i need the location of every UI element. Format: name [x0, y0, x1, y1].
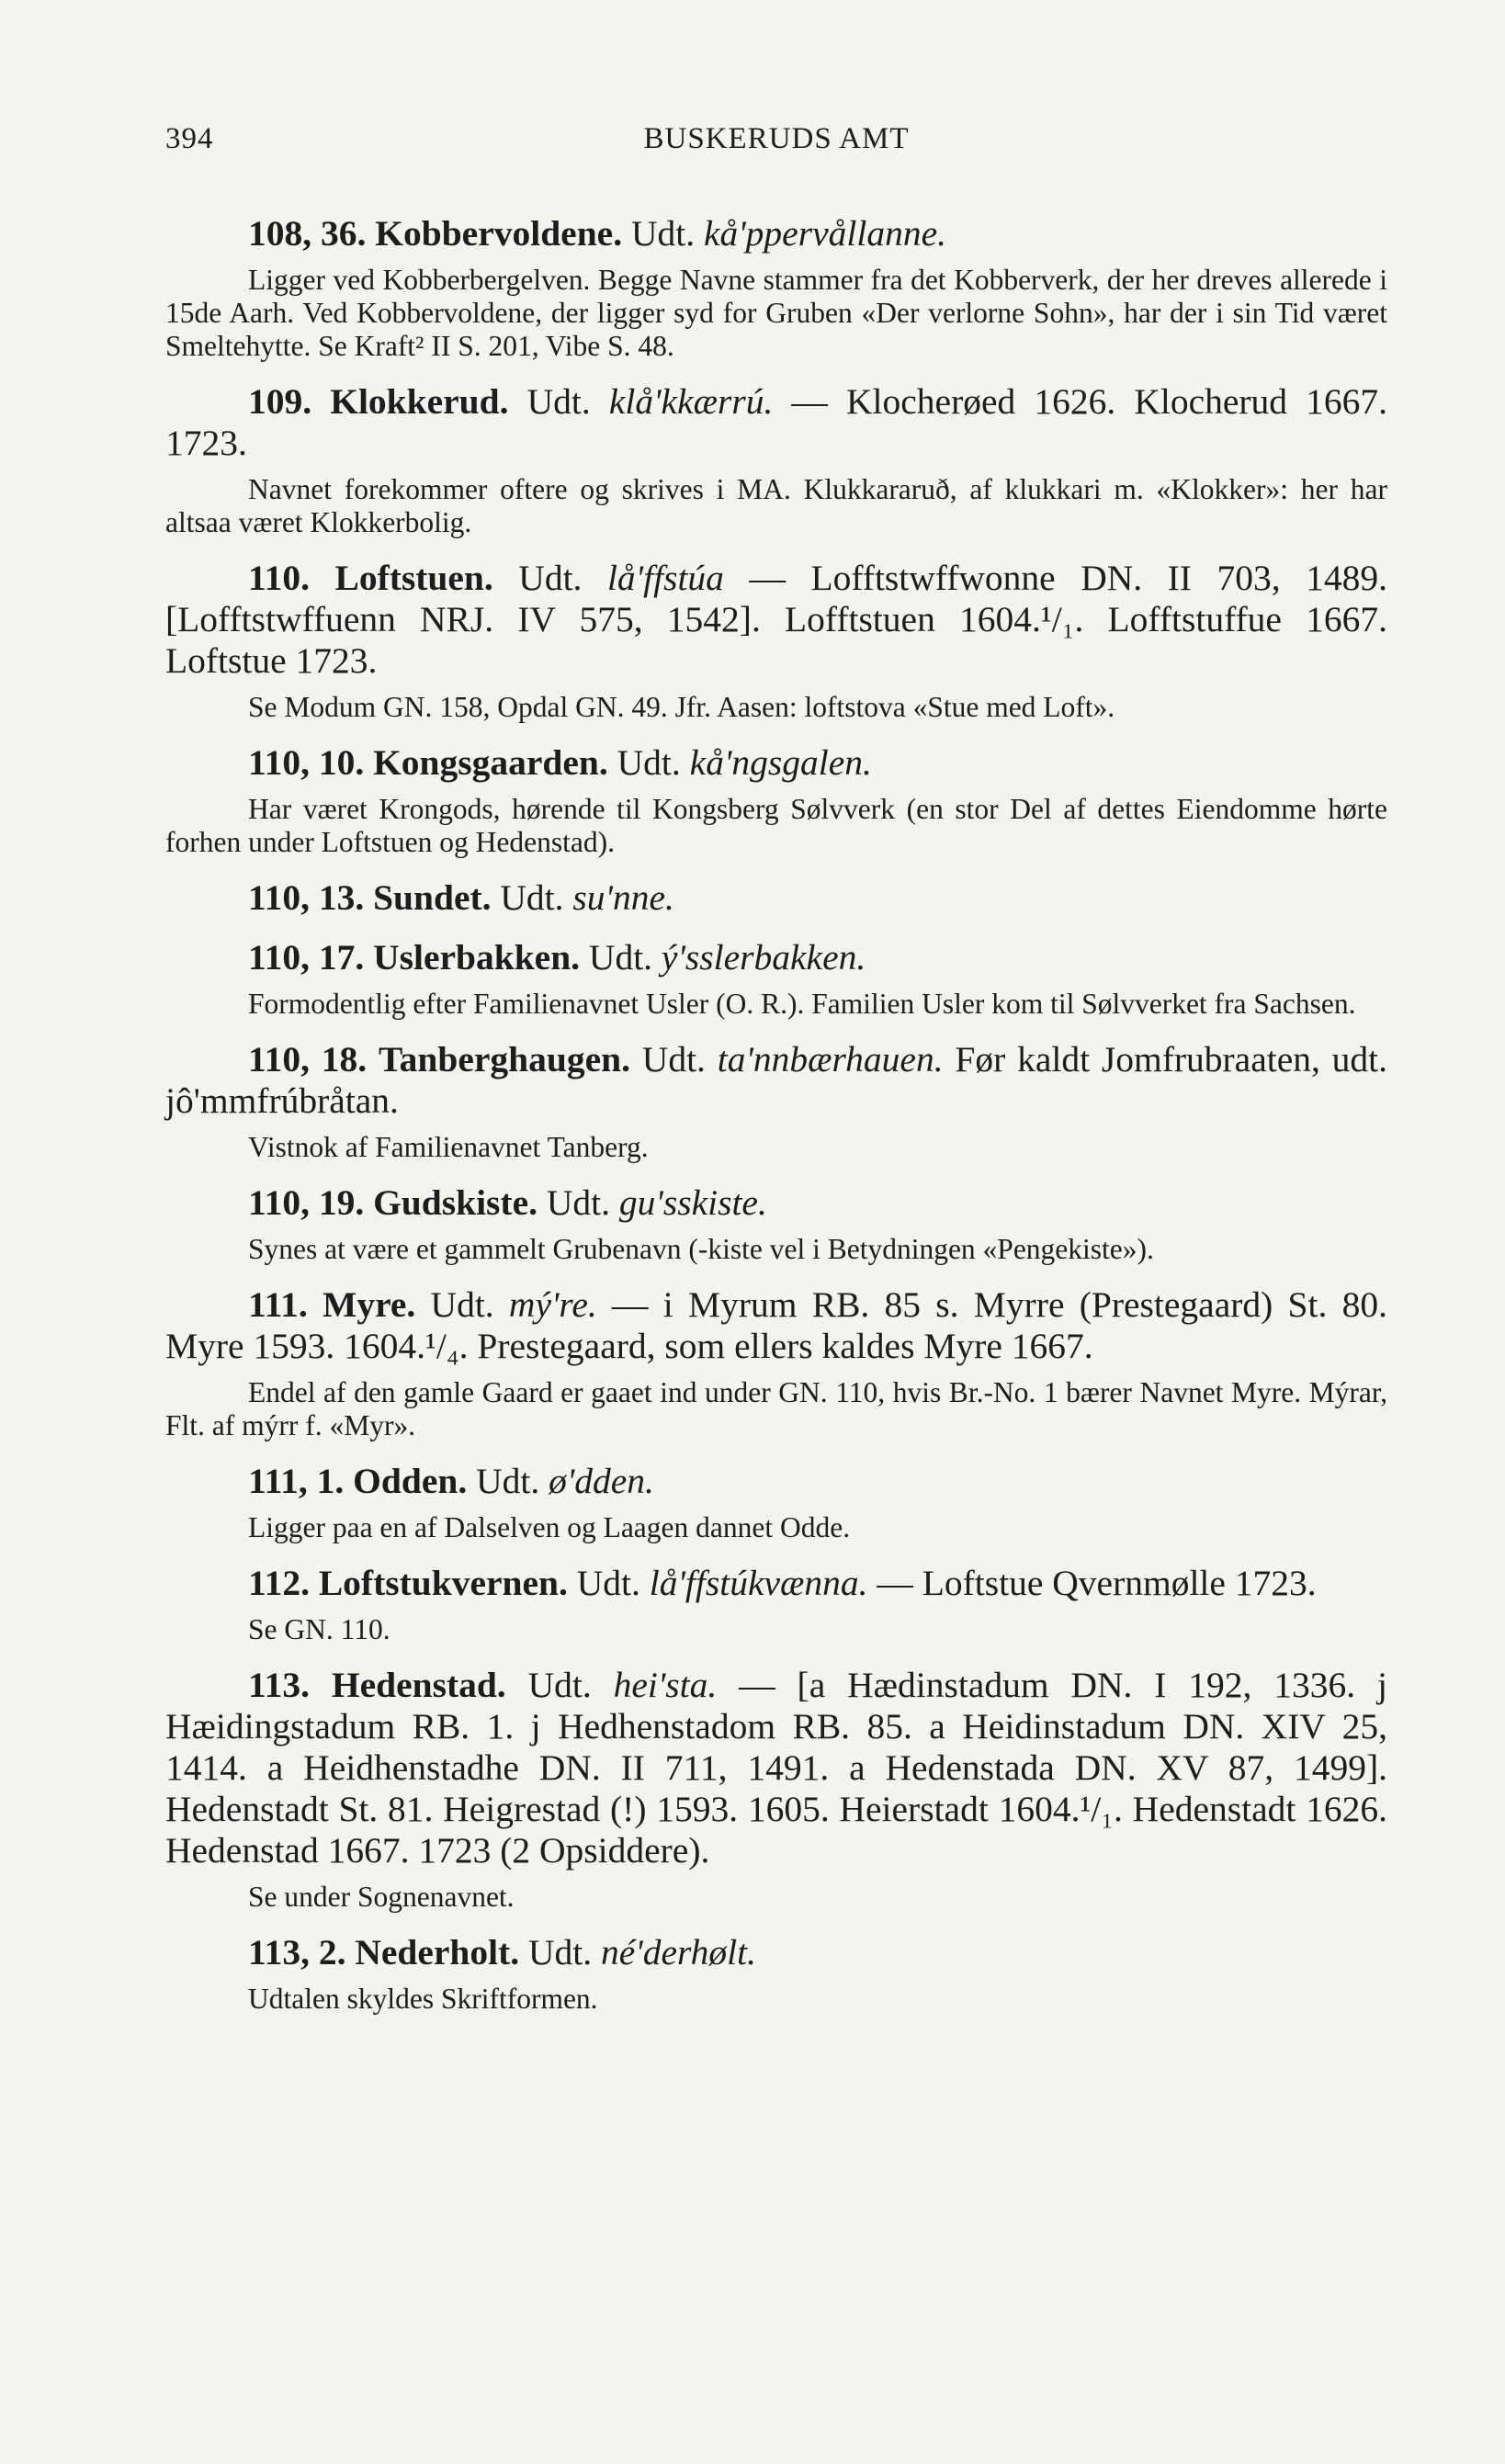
pronunciation-label: Udt.	[518, 558, 583, 598]
entry-forms: — [a Hædinstadum DN. I 192, 1336. j Hæidingstadum RB. 1. j Hedhenstadom RB. 85. a Heidinstadum DN. XIV 25, 1414. a Heidhenstadhe DN. II 711, 1491. a Hedenstada DN. XV 87, 1499]. Hedenstadt St. 81. Heigrestad (!) 1593. 1605. Heierstadt 1604.¹/₁. Hedenstadt 1626. Hedenstad 1667. 1723 (2 Opsiddere).	[165, 1665, 1388, 1871]
entry-pronunciation: hei'sta.	[613, 1665, 718, 1705]
entry-headline	[165, 877, 1387, 919]
entry-name: Klokkerud.	[330, 381, 509, 422]
place-entry	[165, 742, 1387, 859]
entry-headline	[165, 381, 1387, 464]
entry-headline	[165, 558, 1387, 682]
pronunciation-label: Udt.	[576, 1563, 640, 1603]
entry-number: 110.	[248, 558, 310, 598]
place-entry	[165, 877, 1387, 919]
entry-pronunciation: mý're.	[508, 1284, 597, 1325]
entry-headline	[165, 742, 1387, 784]
entry-name: Kongsgaarden.	[373, 742, 608, 783]
entry-pronunciation: klå'kkærrú.	[608, 381, 774, 422]
place-entry	[165, 1932, 1387, 2016]
pronunciation-label: Udt.	[500, 877, 564, 918]
entry-number: 113.	[248, 1665, 310, 1705]
entry-forms: — i Myrum RB. 85 s. Myrre (Prestegaard) St. 80. Myre 1593. 1604.¹/₄. Prestegaard, som ellers kaldes Myre 1667.	[165, 1284, 1387, 1366]
entry-number: 108, 36.	[248, 213, 367, 254]
entry-name: Kobbervoldene.	[375, 213, 623, 254]
place-entry	[165, 1039, 1387, 1164]
entry-note: Se Modum GN. 158, Opdal GN. 49. Jfr. Aasen: loftstova «Stue med Loft».	[248, 691, 1115, 723]
entry-name: Myre.	[322, 1284, 416, 1325]
place-entry	[165, 1182, 1387, 1266]
entry-name: Gudskiste.	[373, 1182, 538, 1223]
entry-name: Loftstuen.	[334, 558, 493, 598]
entry-pronunciation: kå'ppervållanne.	[703, 213, 946, 254]
entry-pronunciation: su'nne.	[572, 877, 674, 918]
running-title: BUSKERUDS AMT	[643, 122, 910, 155]
entry-note: Se GN. 110.	[248, 1613, 390, 1645]
entry-note: Synes at være et gammelt Grubenavn (-kiste vel i Betydningen «Pengekiste»).	[248, 1233, 1154, 1265]
entry-number: 113, 2.	[248, 1932, 346, 1972]
entry-name: Loftstukvernen.	[318, 1563, 568, 1603]
place-entry	[165, 937, 1387, 1021]
pronunciation-label: Udt.	[528, 1932, 593, 1972]
pronunciation-label: Udt.	[588, 937, 653, 978]
entry-note: Ligger ved Kobberbergelven. Begge Navne stammer fra det Kobberverk, der her dreves allerede i 15de Aarh. Ved Kobbervoldene, der ligger syd for Gruben «Der verlorne Sohn», har der i sin Tid været Smeltehytte. Se Kraft² II S. 201, Vibe S. 48.	[165, 264, 1387, 362]
entry-number: 110, 17.	[248, 937, 365, 978]
entry-headline	[165, 1932, 1387, 1973]
entry-name: Hedenstad.	[331, 1665, 506, 1705]
entry-headline	[165, 1182, 1387, 1224]
entry-pronunciation: ø'dden.	[549, 1461, 654, 1501]
pronunciation-label: Udt.	[476, 1461, 540, 1501]
entries-list	[165, 213, 1387, 2016]
entry-name: Nederholt.	[355, 1932, 520, 1972]
pronunciation-label: Udt.	[641, 1039, 706, 1079]
entry-name: Odden.	[353, 1461, 468, 1501]
pronunciation-label: Udt.	[617, 742, 681, 783]
entry-number: 110, 19.	[248, 1182, 365, 1223]
entry-headline	[165, 1665, 1387, 1871]
pronunciation-label: Udt.	[546, 1182, 610, 1223]
place-entry	[165, 558, 1387, 724]
entry-pronunciation: gu'sskiste.	[618, 1182, 767, 1223]
entry-headline	[165, 937, 1387, 978]
entry-number: 110, 18.	[248, 1039, 368, 1079]
entry-note: Endel af den gamle Gaard er gaaet ind under GN. 110, hvis Br.-No. 1 bærer Navnet Myre. Mýrar, Flt. af mýrr f. «Myr».	[165, 1376, 1387, 1441]
pronunciation-label: Udt.	[630, 213, 696, 254]
entry-note: Har været Krongods, hørende til Kongsberg Sølvverk (en stor Del af dettes Eiendomme hørte forhen under Loftstuen og Hedenstad).	[165, 793, 1387, 858]
entry-note: Formodentlig efter Familienavnet Usler (O. R.). Familien Usler kom til Sølvverket fra Sachsen.	[248, 988, 1356, 1020]
entry-pronunciation: ý'sslerbakken.	[661, 937, 866, 978]
entry-pronunciation: lå'ffstúkvænna.	[649, 1563, 868, 1603]
entry-forms: — Loftstue Qvernmølle 1723.	[867, 1563, 1317, 1603]
entry-note: Vistnok af Familienavnet Tanberg.	[248, 1131, 649, 1163]
entry-headline	[165, 1284, 1387, 1367]
entry-headline	[165, 1039, 1387, 1122]
entry-number: 110, 10.	[248, 742, 365, 783]
pronunciation-label: Udt.	[527, 1665, 592, 1705]
entry-headline	[165, 213, 1387, 254]
entry-pronunciation: né'derhølt.	[601, 1932, 757, 1972]
place-entry	[165, 381, 1387, 539]
entry-note: Navnet forekommer oftere og skrives i MA. Klukkararuð, af klukkari m. «Klokker»: her har altsaa været Klokkerbolig.	[165, 473, 1387, 538]
running-head	[165, 122, 1387, 159]
entry-number: 110, 13.	[248, 877, 365, 918]
place-entry	[165, 1665, 1387, 1914]
pronunciation-label: Udt.	[526, 381, 591, 422]
entry-headline	[165, 1461, 1387, 1502]
pronunciation-label: Udt.	[430, 1284, 494, 1325]
entry-forms: — Klocherøed 1626. Klocherud 1667. 1723.	[165, 381, 1388, 463]
entry-pronunciation: kå'ngsgalen.	[689, 742, 872, 783]
entry-number: 112.	[248, 1563, 310, 1603]
entry-forms: Før kaldt Jomfrubraaten, udt. jô'mmfrúbråtan.	[165, 1039, 1388, 1121]
page-number: 394	[165, 122, 214, 155]
place-entry	[165, 1563, 1387, 1646]
place-entry	[165, 1284, 1387, 1442]
entry-name: Tanberghaugen.	[378, 1039, 630, 1079]
entry-number: 111.	[248, 1284, 308, 1325]
entry-pronunciation: ta'nnbærhauen.	[717, 1039, 944, 1079]
entry-number: 109.	[248, 381, 312, 422]
entry-pronunciation: lå'ffstúa	[606, 558, 724, 598]
entry-note: Ligger paa en af Dalselven og Laagen dannet Odde.	[248, 1511, 851, 1543]
entry-headline	[165, 1563, 1387, 1604]
entry-note: Udtalen skyldes Skriftformen.	[248, 1983, 598, 2015]
entry-name: Uslerbakken.	[373, 937, 581, 978]
place-entry	[165, 213, 1387, 363]
place-entry	[165, 1461, 1387, 1544]
entry-note: Se under Sognenavnet.	[248, 1881, 515, 1913]
entry-number: 111, 1.	[248, 1461, 345, 1501]
entry-name: Sundet.	[373, 877, 492, 918]
entry-forms: — Lofftstwffwonne DN. II 703, 1489. [Lofftstwffuenn NRJ. IV 575, 1542]. Lofftstuen 1604.¹/₁. Lofftstuffue 1667. Loftstue 1723.	[165, 558, 1388, 681]
